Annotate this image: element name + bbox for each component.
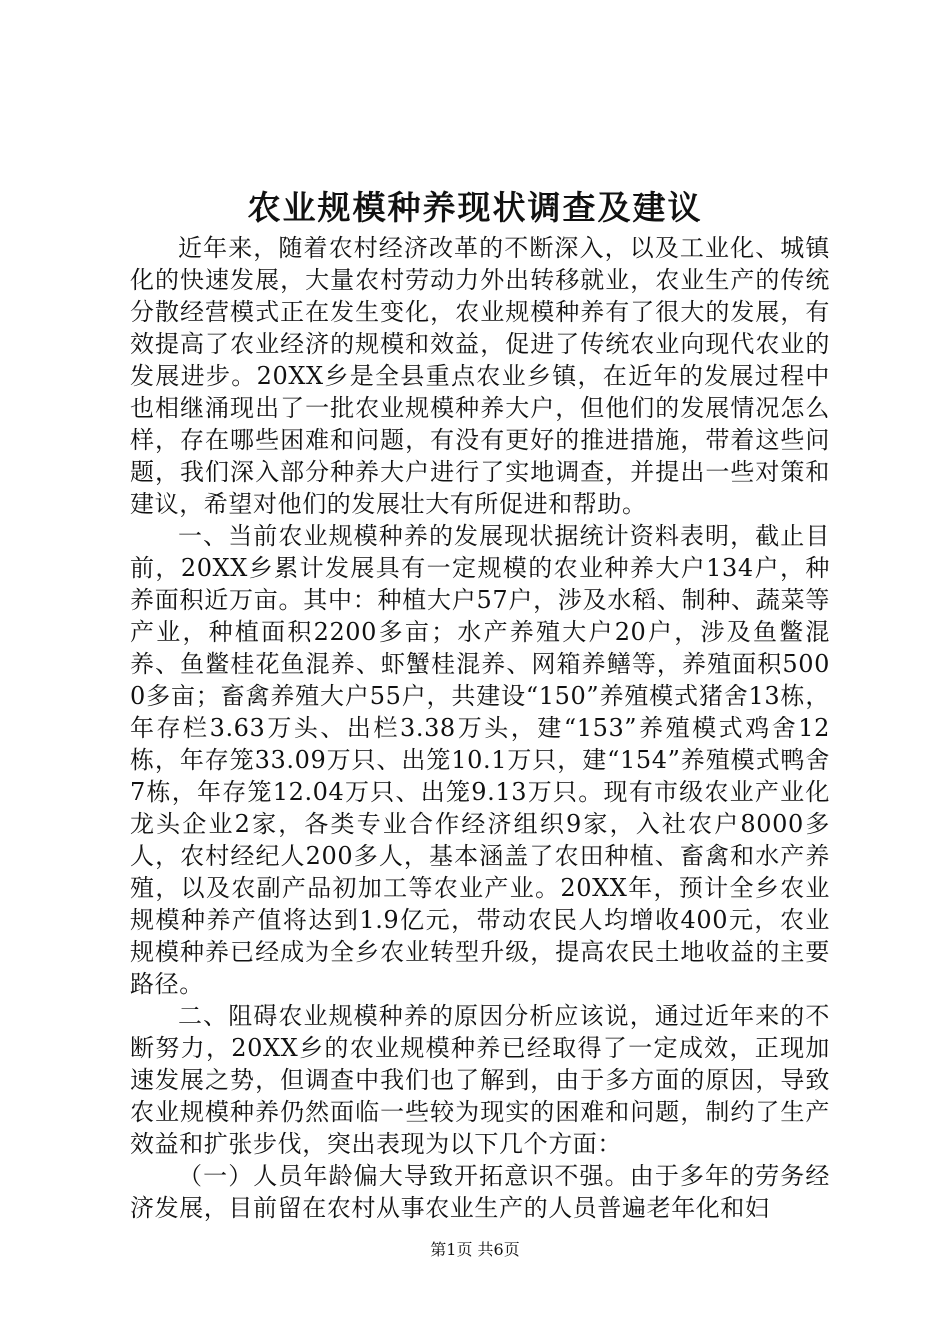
paragraph-section-2: 二、阻碍农业规模种养的原因分析应该说，通过近年来的不断努力，20XX乡的农业规模种养已经取得了一定成效，正现加速发展之势，但调查中我们也了解到，由于多方面的原因，导致农业规模种养仍然面临一些较为现实的困难和问题，制约了生产效益和扩张步伐，突出表现为以下几个方面：: [130, 1002, 830, 1158]
document-title: 农业规模种养现状调查及建议: [247, 188, 703, 227]
paragraph-subsection-1: （一）人员年龄偏大导致开拓意识不强。由于多年的劳务经济发展，目前留在农村从事农业生产的人员普遍老年化和妇: [130, 1162, 830, 1222]
page-footer: 第1页 共6页: [430, 1240, 520, 1259]
paragraph-section-1: 一、当前农业规模种养的发展现状据统计资料表明，截止目前，20XX乡累计发展具有一定规模的农业种养大户134户，种养面积近万亩。其中：种植大户57户，涉及水稻、制种、蔬菜等产业，种植面积2200多亩；水产养殖大户20户，涉及鱼鳖混养、鱼鳖桂花鱼混养、虾蟹桂混养、网箱养鳝等，养殖面积5000多亩；畜禽养殖大户55户，共建设“150”养殖模式猪舍13栋，年存栏3.63万头、出栏3.38万头，建“153”养殖模式鸡舍12栋，年存笼33.09万只、出笼10.1万只，建“154”养殖模式鸭舍7栋，年存笼12.04万只、出笼9.13万只。现有市级农业产业化龙头企业2家，各类专业合作经济组织9家，入社农户8000多人，农村经纪人200多人，基本涵盖了农田种植、畜禽和水产养殖，以及农副产品初加工等农业产业。20XX年，预计全乡农业规模种养产值将达到1.9亿元，带动农民人均增收400元，农业规模种养已经成为全乡农业转型升级，提高农民土地收益的主要路径。: [130, 522, 830, 998]
paragraph-intro: 近年来，随着农村经济改革的不断深入，以及工业化、城镇化的快速发展，大量农村劳动力外出转移就业，农业生产的传统分散经营模式正在发生变化，农业规模种养有了很大的发展，有效提高了农业经济的规模和效益，促进了传统农业向现代农业的发展进步。20XX乡是全县重点农业乡镇，在近年的发展过程中也相继涌现出了一批农业规模种养大户，但他们的发展情况怎么样，存在哪些困难和问题，有没有更好的推进措施，带着这些问题，我们深入部分种养大户进行了实地调查，并提出一些对策和建议，希望对他们的发展壮大有所促进和帮助。: [130, 234, 830, 518]
document-body: [130, 232, 830, 1224]
